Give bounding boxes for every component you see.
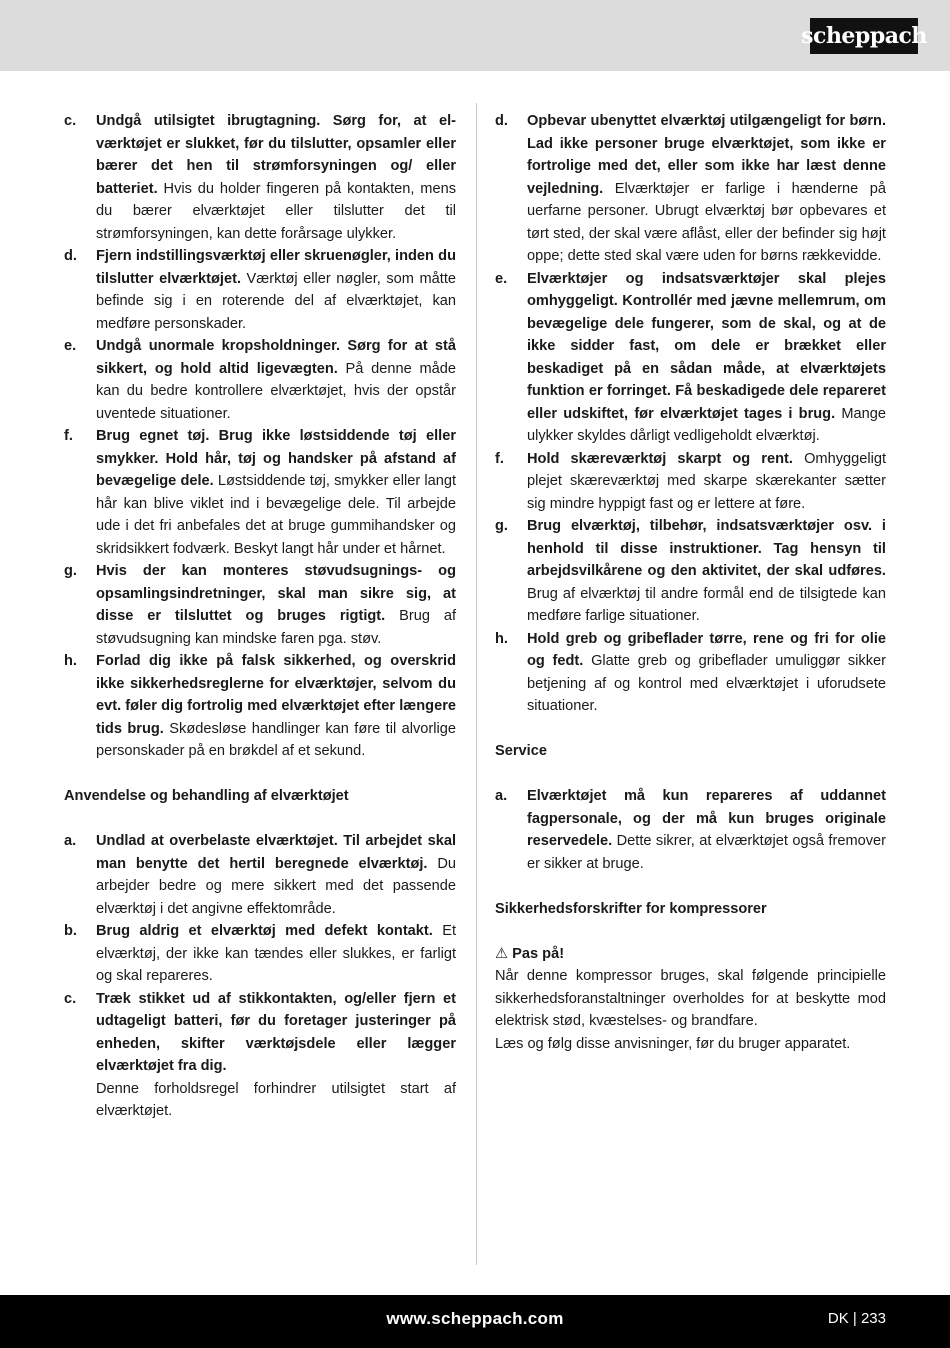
list-marker: g. bbox=[495, 518, 508, 534]
list-item-text bbox=[96, 245, 456, 335]
list-item-bold: Brug elværktøj, tilbehør, indsatsværktøjer osv. i henhold til disse instruktioner. Tag hensyn til arbejdsvilkårene og den aktivitet, der skal udføres. bbox=[527, 518, 886, 579]
list-item-text bbox=[96, 830, 456, 920]
list-marker: a. bbox=[495, 788, 508, 804]
section-heading-usage: Anvendelse og behandling af elværktøjet bbox=[64, 788, 349, 804]
list-marker: h. bbox=[64, 653, 77, 669]
list-item-bold: Træk stikket ud af stikkontakten, og/eller fjern et udtageligt batteri, før du foretager justeringer på enheden, skifter værktøjsdele eller lægger elværktøjet fra dig. bbox=[96, 990, 456, 1074]
list-item-normal: Et elværktøj, der ikke kan tændes eller slukkes, er farligt og skal repareres. bbox=[96, 923, 457, 984]
list-item-bold: Hold greb og gribeflader tørre, rene og fri for olie og fedt. bbox=[527, 630, 886, 669]
scheppach-logo: scheppach bbox=[810, 18, 918, 54]
list-item-normal: Elværktøjer er farlige i hænderne på uerfarne personer. Ubrugt elværktøj bør opbevares et tørt sted, der skal være aflåst, eller der befinder sig højt oppe; dette sted skal være uden for børns rækkevidde. bbox=[527, 180, 886, 264]
list-item-bold: Opbevar ubenyttet elværktøj utilgængeligt for børn. Lad ikke personer bruge elværktøjet, som ikke er fortrolige med det, eller som ikke har læst denne vejledning. bbox=[527, 113, 886, 197]
page-number: DK | 233 bbox=[827, 1310, 886, 1327]
list-marker: a. bbox=[64, 833, 77, 849]
list-item-text bbox=[527, 628, 886, 718]
page-header bbox=[0, 0, 950, 71]
column-divider bbox=[476, 103, 477, 1265]
list-item-text bbox=[527, 785, 886, 875]
warning-title bbox=[495, 943, 886, 966]
list-marker: e. bbox=[64, 338, 77, 354]
list-item-text bbox=[96, 335, 456, 425]
list-marker: b. bbox=[64, 923, 77, 939]
section-heading-compressor: Sikkerhedsforskrifter for kompressorer bbox=[495, 900, 767, 917]
list-item-normal: Du arbejder bedre og mere sikkert med det passende elværktøj i det angivne effektområde. bbox=[96, 855, 456, 917]
list-item bbox=[64, 988, 456, 1123]
page-footer bbox=[0, 1295, 950, 1348]
list-item-bold: Elværktøjet må kun repareres af uddannet fagpersonale, og der må kun bruges originale reservedele. bbox=[527, 788, 886, 849]
list-item-normal: Løstsiddende tøj, smykker eller langt hår kan blive viklet ind i bevægelige dele. Til arbejde ude i det fri anbefales det at bruge gummihandsker og skridsikkert fodværk. Beskyt langt hår under et hårnet. bbox=[96, 473, 457, 557]
list-item-normal: Skødesløse handlinger kan føre til alvorlige personskader på en brøkdel af et sekund. bbox=[96, 720, 456, 759]
list-item-text bbox=[96, 920, 456, 988]
list-item-text bbox=[96, 110, 456, 245]
list-item-bold: Forlad dig ikke på falsk sikkerhed, og overskrid ikke sikkerhedsreglerne for elværktøjer, selvom du evt. føler dig fortrolig med elværktøjet efter længere tids brug. bbox=[96, 653, 456, 737]
list-item bbox=[495, 448, 886, 516]
list-item-normal: Omhyggeligt plejet skæreværktøj med skarpe skærekanter sætter sig mindre hyppigt fast og er lettere at føre. bbox=[527, 450, 886, 512]
list-item bbox=[64, 335, 456, 425]
list-item-text bbox=[96, 988, 456, 1123]
list-item bbox=[495, 268, 886, 448]
list-item-text bbox=[527, 515, 886, 628]
list-item-normal: Brug af støvudsugning kan mindske faren pga. støv. bbox=[96, 608, 457, 647]
list-item-bold: Undlad at overbelaste elværktøjet. Til arbejdet skal man benytte det hertil beregnede elværktøj. bbox=[96, 833, 456, 872]
list-item-bold: Undgå unormale kropsholdninger. Sørg for at stå sikkert, og hold altid ligevægten. bbox=[96, 338, 456, 377]
list-item-bold: Elværktøjer og indsatsværktøjer skal plejes omhyggeligt. Kontrollér med jævne mellemrum, om bevægelige dele fungerer, som de skal, og at de ikke sidder fast, om dele er brækket eller beskadiget på en sådan måde, at elværktøjets funktion er forringet. Få beskadigede dele repareret eller udskiftet, før elværktøjet tages i brug. bbox=[527, 270, 886, 422]
list-item-normal: Mange ulykker skyldes dårligt vedligeholdt elværktøj. bbox=[527, 405, 886, 444]
warning-text: Når denne kompressor bruges, skal følgende principielle sikkerhedsforanstaltninger overholdes for at beskytte mod elektrisk stød, kvæstelses- og brandfare. bbox=[495, 968, 886, 1029]
warning-triangle-icon: ⚠ bbox=[495, 945, 509, 962]
section-heading-service: Service bbox=[495, 743, 547, 759]
list-item-text bbox=[96, 560, 456, 650]
list-item-bold: Fjern indstillingsværktøj eller skruenøgler, inden du tilslutter elværktøjet. bbox=[96, 248, 456, 287]
safety-list-1 bbox=[64, 110, 456, 763]
left-column bbox=[64, 110, 456, 1123]
list-item bbox=[64, 920, 456, 988]
list-item-text bbox=[527, 110, 886, 268]
list-item-bold: Brug egnet tøj. Brug ikke løstsiddende tøj eller smykker. Hold hår, tøj og handsker på afstand af bevægelige dele. bbox=[96, 428, 456, 489]
list-item-normal: Brug af elværktøj til andre formål end de tilsigtede kan medføre farlige situationer. bbox=[527, 585, 886, 624]
list-item-text bbox=[96, 650, 456, 763]
warning-text-2: Læs og følg disse anvisninger, før du bruger apparatet. bbox=[495, 1035, 851, 1052]
list-item-text bbox=[527, 448, 886, 516]
list-item-bold: Brug aldrig et elværktøj med defekt kontakt. bbox=[96, 923, 433, 939]
warning-title-text: Pas på! bbox=[512, 945, 565, 962]
list-item bbox=[64, 560, 456, 650]
list-marker: f. bbox=[64, 428, 73, 444]
footer-url: www.scheppach.com bbox=[386, 1309, 564, 1328]
list-item-normal: På denne måde kan du bedre kontrollere elværktøjet, hvis der opstår uventede situationer. bbox=[96, 360, 456, 422]
list-item-bold: Hvis der kan monteres støvudsugnings- og opsamlingsindretninger, skal man sikre sig, at disse er tilsluttet og bruges rigtigt. bbox=[96, 563, 456, 624]
list-marker: c. bbox=[64, 113, 77, 129]
list-item-bold: Hold skæreværktøj skarpt og rent. bbox=[527, 450, 793, 467]
list-marker: c. bbox=[64, 990, 77, 1007]
list-item-normal: Dette sikrer, at elværktøjet også fremover er sikker at bruge. bbox=[527, 833, 886, 872]
list-item bbox=[495, 785, 886, 875]
list-marker: d. bbox=[64, 248, 77, 264]
safety-list-3 bbox=[495, 110, 886, 718]
list-item bbox=[64, 830, 456, 920]
list-item-normal: Glatte greb og gribeflader umuliggør sikker betjening af og kontrol med elværktøjet i uforudsete situationer. bbox=[527, 653, 886, 714]
list-item-normal: Denne forholdsregel forhindrer utilsigtet start af elværktøjet. bbox=[96, 1080, 456, 1119]
list-item-text bbox=[96, 425, 456, 560]
list-item bbox=[64, 650, 456, 763]
list-item bbox=[495, 628, 886, 718]
list-marker: h. bbox=[495, 630, 508, 647]
list-marker: g. bbox=[64, 563, 77, 579]
list-item-bold: Undgå utilsigtet ibrugtagning. Sørg for, at elværktøjet er slukket, før du tilslutter, opsamler eller bærer det hen til strømforsyningen og/ eller batteriet. bbox=[96, 113, 456, 197]
list-item bbox=[495, 515, 886, 628]
list-item bbox=[64, 110, 456, 245]
service-list bbox=[495, 785, 886, 875]
list-marker: f. bbox=[495, 450, 504, 467]
list-item-normal: Værktøj eller nøgler, som måtte befinde sig i en roterende del af elværktøjet, kan medføre personskader. bbox=[96, 270, 456, 332]
list-item bbox=[64, 245, 456, 335]
right-column bbox=[495, 110, 886, 1055]
list-item-normal: Hvis du holder fingeren på kontakten, mens du bærer elværktøjet eller tilslutter det til strømforsyningen, kan dette forårsage ulykker. bbox=[96, 180, 456, 242]
list-item bbox=[495, 110, 886, 268]
list-item-text bbox=[527, 268, 886, 448]
list-marker: d. bbox=[495, 113, 508, 129]
list-marker: e. bbox=[495, 270, 508, 287]
safety-list-2 bbox=[64, 830, 456, 1123]
list-item bbox=[64, 425, 456, 560]
